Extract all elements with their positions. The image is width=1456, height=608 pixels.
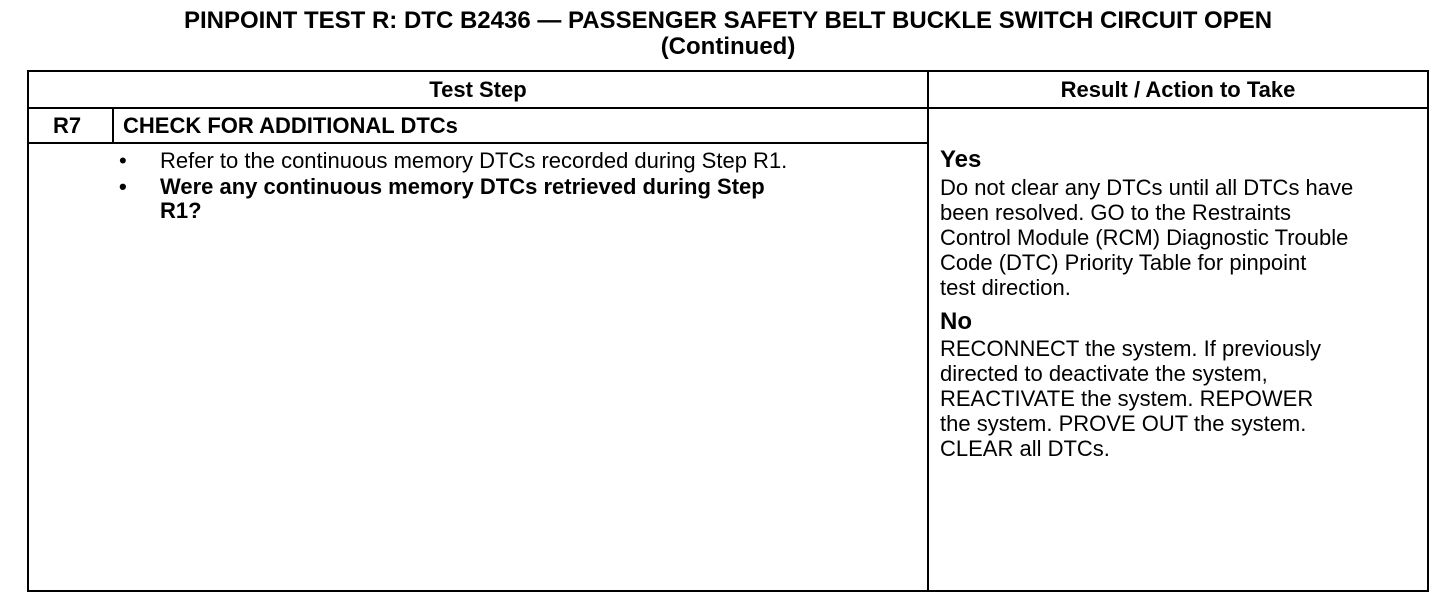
result-no-line: the system. PROVE OUT the system. <box>940 411 1307 436</box>
step-question-line-1: Were any continuous memory DTCs retrieved during Step <box>160 174 765 199</box>
result-yes-line: test direction. <box>940 275 1071 300</box>
page-title: PINPOINT TEST R: DTC B2436 — PASSENGER SAFETY BELT BUCKLE SWITCH CIRCUIT OPEN <box>183 7 1273 34</box>
step-number: R7 <box>53 113 82 138</box>
result-action-header: Result / Action to Take <box>1060 77 1296 102</box>
result-yes-line: Code (DTC) Priority Table for pinpoint <box>940 250 1307 275</box>
result-no-line: REACTIVATE the system. REPOWER <box>940 386 1314 411</box>
result-no-line: CLEAR all DTCs. <box>940 436 1110 461</box>
pinpoint-test-table <box>27 70 1429 592</box>
result-no-line: RECONNECT the system. If previously <box>940 336 1322 361</box>
result-yes-label: Yes <box>940 146 982 173</box>
bullet-marker: • <box>119 148 127 173</box>
step-number-divider <box>112 107 114 144</box>
header-divider <box>29 107 1427 109</box>
step-question-line-2: R1? <box>160 198 202 223</box>
test-step-header: Test Step <box>429 77 527 102</box>
bullet-marker: • <box>119 174 127 199</box>
step-instruction: Refer to the continuous memory DTCs recorded during Step R1. <box>160 148 788 173</box>
page-subtitle: (Continued) <box>660 33 796 60</box>
step-heading-divider <box>29 142 927 144</box>
step-heading: CHECK FOR ADDITIONAL DTCs <box>123 113 458 138</box>
result-no-label: No <box>940 308 972 335</box>
result-yes-line: Do not clear any DTCs until all DTCs have <box>940 175 1354 200</box>
result-yes-line: been resolved. GO to the Restraints <box>940 200 1291 225</box>
result-no-line: directed to deactivate the system, <box>940 361 1268 386</box>
column-divider <box>927 72 929 590</box>
result-yes-line: Control Module (RCM) Diagnostic Trouble <box>940 225 1349 250</box>
